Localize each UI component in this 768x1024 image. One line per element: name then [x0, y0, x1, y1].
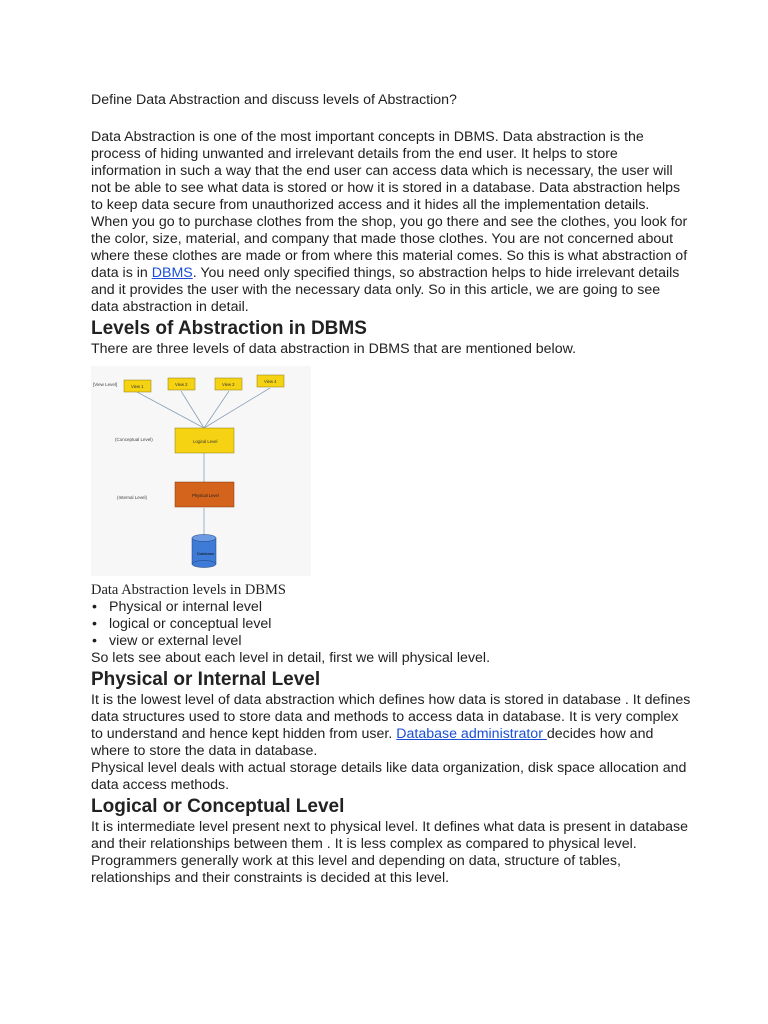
- view-label-4: View 4: [264, 379, 277, 384]
- logical-heading: Logical or Conceptual Level: [91, 796, 345, 817]
- list-item: • Physical or internal level: [109, 599, 691, 616]
- database-administrator-link[interactable]: Database administrator: [396, 726, 547, 742]
- row-label-conceptual: (Conceptual Level): [115, 437, 153, 442]
- physical-level-label: Physical Level: [192, 493, 219, 498]
- after-bullets-text: So lets see about each level in detail, first we will physical level.: [91, 650, 491, 666]
- row-label-internal: (Internal Level): [117, 495, 148, 500]
- physical-heading: Physical or Internal Level: [91, 669, 321, 690]
- intro-paragraph-1: Data Abstraction is one of the most important concepts in DBMS. Data abstraction is the process of hiding unwanted and irrelevant details from the end user. It helps to store information in such a way that the end user can access data which is necessary, the user will not be able to see what data is stored or how it is stored in a database. Data abstraction helps to keep data secure from unauthorized access and it hides all the implementation details.: [91, 129, 681, 213]
- physical-paragraph-2: Physical level deals with actual storage details like data organization, disk space allocation and data access methods.: [91, 760, 687, 793]
- levels-heading: Levels of Abstraction in DBMS: [91, 318, 367, 339]
- list-item: • view or external level: [109, 633, 691, 650]
- list-item: • logical or conceptual level: [109, 616, 691, 633]
- view-label-2: View 2: [175, 382, 188, 387]
- abstraction-levels-diagram: [91, 366, 311, 576]
- intro-paragraph-2: [91, 214, 691, 316]
- question-text: Define Data Abstraction and discuss levels of Abstraction?: [91, 92, 457, 108]
- database-label: Database: [197, 551, 215, 556]
- logical-paragraph-1: It is intermediate level present next to physical level. It defines what data is present in database and their relationships between them . It is less complex as compared to physical level. Programmers generally work at this level and depending on data, structure of tables, relationships and their constraints is decided at this level.: [91, 819, 688, 886]
- diagram-caption: Data Abstraction levels in DBMS: [91, 582, 286, 598]
- levels-intro: There are three levels of data abstraction in DBMS that are mentioned below.: [91, 341, 577, 357]
- levels-list: [91, 599, 691, 650]
- physical-p1-text: It is the lowest level of data abstraction which defines how data is stored in database . It defines data structures used to store data and methods to access data in database. It is very complex to understand and hence kept hidden from user.: [91, 692, 691, 742]
- view-label-1: View 1: [131, 384, 144, 389]
- document-content: [91, 92, 691, 887]
- intro-p2-text-after: . You need only specified things, so abstraction helps to hide irrelevant details and it provides the user with the necessary data only. So in this article, we are going to see data abstraction in detail.: [91, 265, 680, 315]
- logical-level-label: Logical Level: [193, 439, 218, 444]
- physical-p1-text-after: decides how and where to store the data in database.: [91, 726, 654, 759]
- intro-p2-text: When you go to purchase clothes from the shop, you go there and see the clothes, you look for the color, size, material, and company that made those clothes. You are not concerned about where these clothes are made or from where this material comes. So this is what abstraction of data is in: [91, 214, 688, 281]
- view-label-3: View 3: [222, 382, 235, 387]
- dbms-link[interactable]: DBMS: [151, 265, 193, 281]
- row-label-view: [View Level]: [93, 382, 118, 387]
- physical-paragraph-1: [91, 692, 691, 760]
